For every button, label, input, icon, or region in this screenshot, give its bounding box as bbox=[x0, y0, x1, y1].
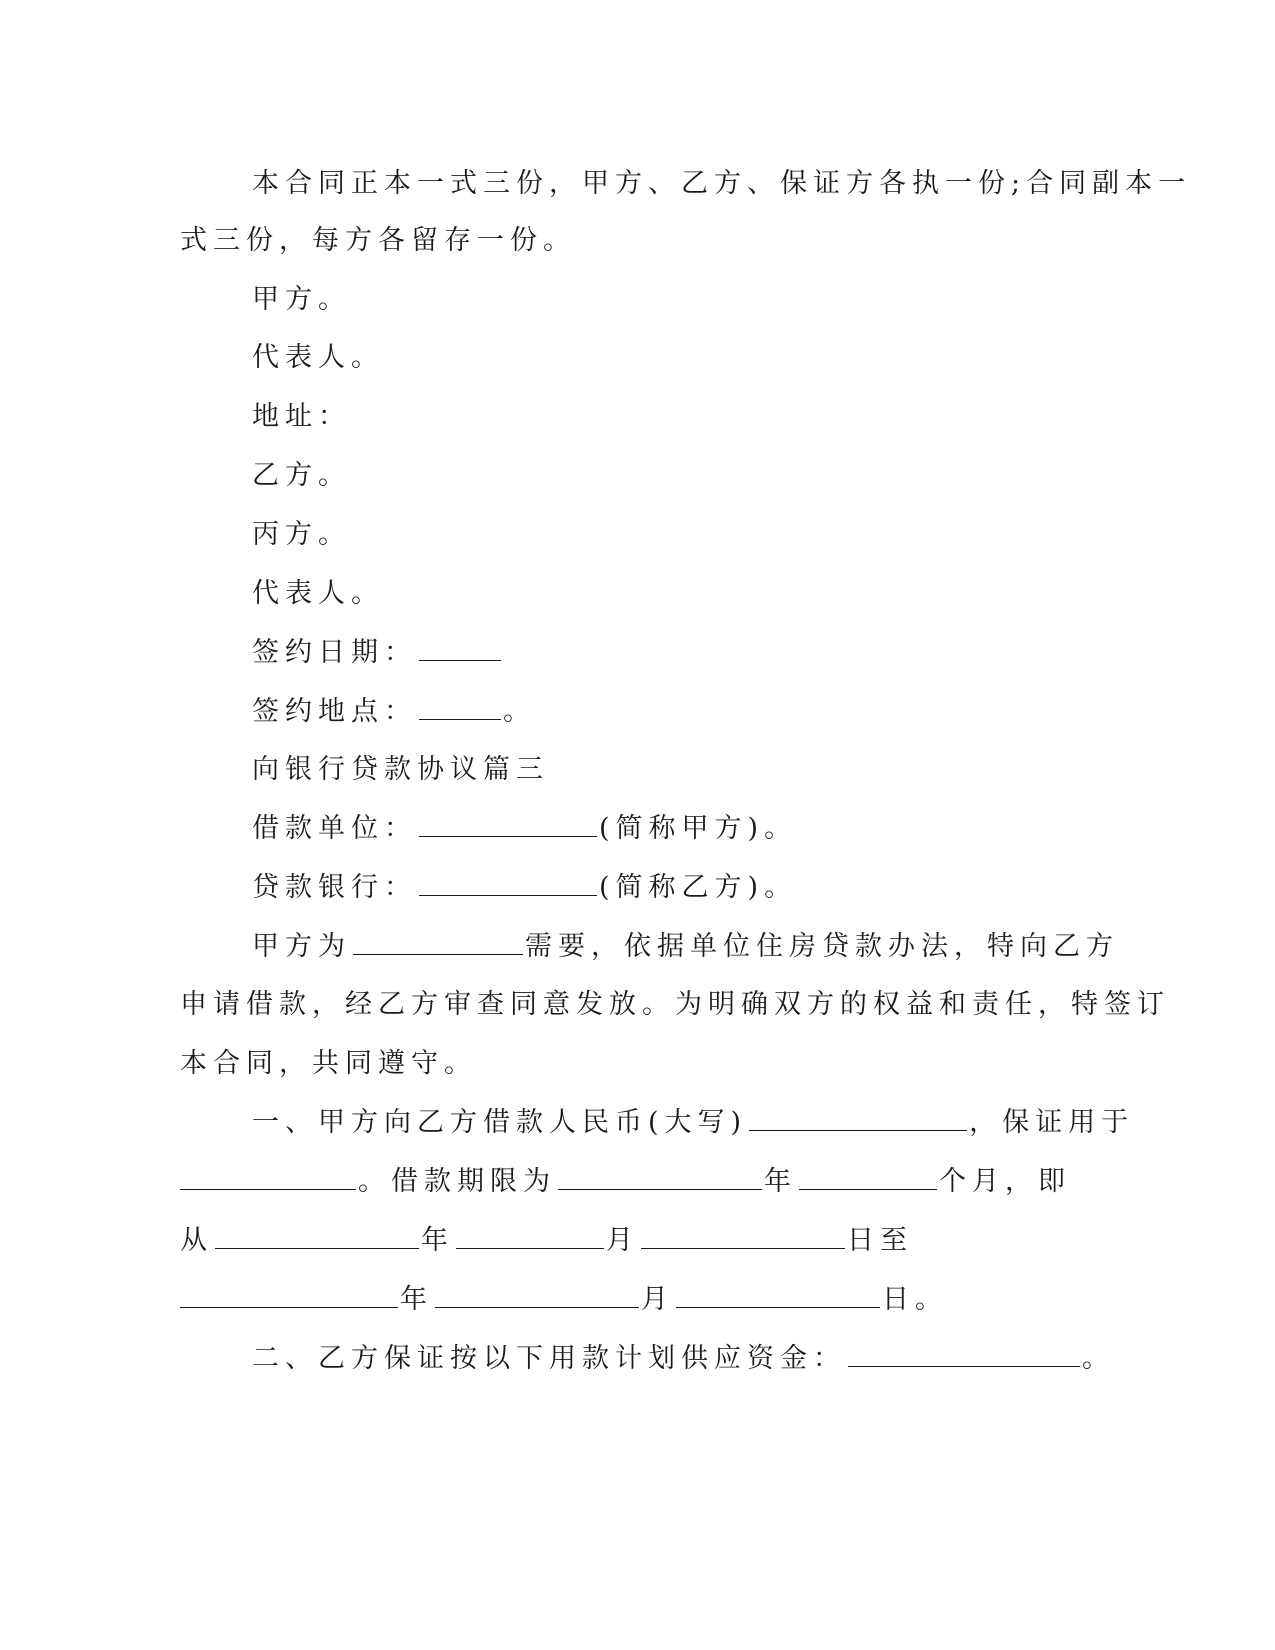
address-label bbox=[252, 399, 351, 435]
text: 日至 bbox=[847, 1225, 913, 1256]
text: 代表人。 bbox=[252, 578, 384, 609]
purpose-paragraph-cont bbox=[180, 987, 1170, 1023]
text: 签约日期： bbox=[252, 637, 417, 668]
borrower-unit bbox=[252, 811, 797, 847]
party-a-label bbox=[252, 282, 351, 318]
text: 贷款银行： bbox=[252, 872, 417, 903]
party-b-label bbox=[252, 458, 351, 494]
blank-field[interactable] bbox=[435, 1283, 639, 1308]
text: 代表人。 bbox=[252, 342, 384, 373]
text: 申请借款，经乙方审查同意发放。为明确双方的权益和责任，特签订 bbox=[180, 989, 1170, 1020]
text: 年 bbox=[764, 1166, 797, 1197]
text: 。借款期限为 bbox=[358, 1166, 556, 1197]
text: 地址： bbox=[252, 401, 351, 432]
blank-field[interactable] bbox=[419, 871, 597, 896]
text: 年 bbox=[421, 1225, 454, 1256]
paragraph-copies-cont bbox=[180, 223, 576, 259]
blank-field[interactable] bbox=[456, 1224, 604, 1249]
blank-field[interactable] bbox=[419, 695, 501, 720]
paragraph-copies bbox=[252, 166, 1191, 202]
blank-field[interactable] bbox=[749, 1106, 967, 1131]
clause-two bbox=[252, 1341, 1115, 1377]
signing-date bbox=[252, 635, 503, 671]
text: 本合同，共同遵守。 bbox=[180, 1048, 477, 1079]
lending-bank bbox=[252, 870, 797, 906]
blank-field[interactable] bbox=[558, 1165, 762, 1190]
text: 年 bbox=[400, 1284, 433, 1315]
blank-field[interactable] bbox=[641, 1224, 845, 1249]
text: 签约地点： bbox=[252, 696, 417, 727]
text: 甲方。 bbox=[252, 284, 351, 315]
text: 借款单位： bbox=[252, 813, 417, 844]
text: 向银行贷款协议篇三 bbox=[252, 754, 549, 785]
text: 个月，即 bbox=[939, 1166, 1071, 1197]
text: 日。 bbox=[882, 1284, 948, 1315]
representative-label bbox=[252, 340, 384, 376]
text: 。 bbox=[1082, 1343, 1115, 1374]
signing-place bbox=[252, 694, 536, 730]
clause-one bbox=[252, 1105, 1134, 1141]
party-c-label bbox=[252, 517, 351, 553]
purpose-paragraph bbox=[252, 929, 1119, 965]
clause-one-dates bbox=[180, 1223, 913, 1259]
text: 月 bbox=[641, 1284, 674, 1315]
clause-one-cont bbox=[180, 1164, 1071, 1200]
blank-field[interactable] bbox=[180, 1283, 398, 1308]
section-heading bbox=[252, 752, 549, 788]
text: 需要，依据单位住房贷款办法，特向乙方 bbox=[525, 931, 1119, 962]
blank-field[interactable] bbox=[676, 1283, 880, 1308]
text: 一、甲方向乙方借款人民币(大写) bbox=[252, 1107, 748, 1138]
text: 二、乙方保证按以下用款计划供应资金： bbox=[252, 1343, 846, 1374]
text: ，保证用于 bbox=[969, 1107, 1135, 1138]
text: 乙方。 bbox=[252, 460, 351, 491]
text: 甲方为 bbox=[252, 931, 351, 962]
blank-field[interactable] bbox=[799, 1165, 937, 1190]
text: 本合同正本一式三份，甲方、乙方、保证方各执一份;合同副本一 bbox=[252, 168, 1192, 199]
blank-field[interactable] bbox=[419, 812, 597, 837]
blank-field[interactable] bbox=[180, 1165, 356, 1190]
blank-field[interactable] bbox=[419, 636, 501, 661]
clause-one-dates-end bbox=[180, 1282, 948, 1318]
blank-field[interactable] bbox=[353, 930, 523, 955]
text: 丙方。 bbox=[252, 519, 351, 550]
purpose-paragraph-end bbox=[180, 1046, 477, 1082]
text: 式三份，每方各留存一份。 bbox=[180, 225, 576, 256]
text: (简称甲方)。 bbox=[599, 813, 798, 844]
text: 。 bbox=[503, 696, 536, 727]
text: 从 bbox=[180, 1225, 213, 1256]
text: (简称乙方)。 bbox=[599, 872, 798, 903]
blank-field[interactable] bbox=[848, 1342, 1080, 1367]
representative-label-2 bbox=[252, 576, 384, 612]
text: 月 bbox=[606, 1225, 639, 1256]
blank-field[interactable] bbox=[215, 1224, 419, 1249]
